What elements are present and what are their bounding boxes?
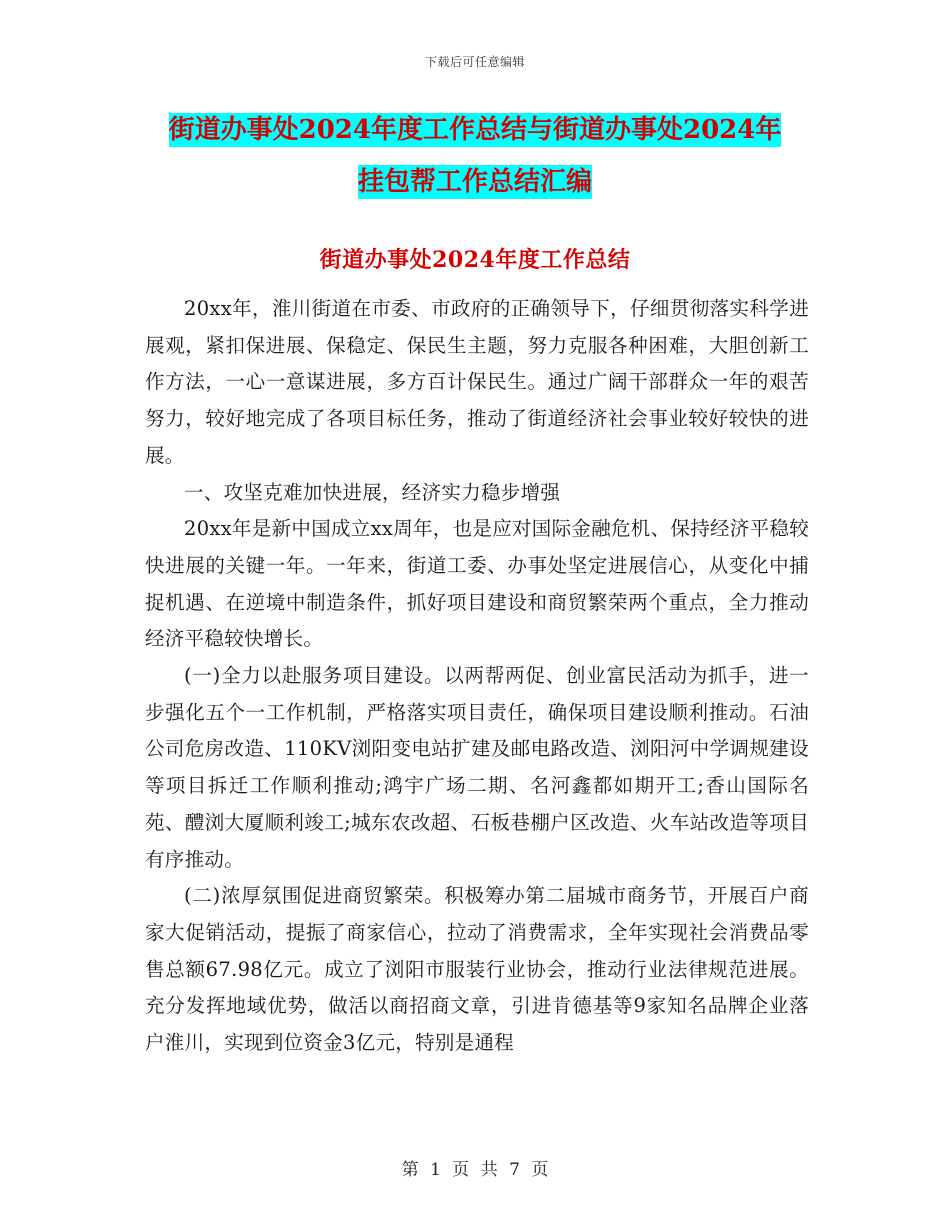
- paragraph-item-2: (二)浓厚氛围促进商贸繁荣。积极筹办第二届城市商务节，开展百户商家大促销活动，提振了商家信心，拉动了消费需求，全年实现社会消费品零售总额67.98亿元。成立了浏阳市服装行业协会，推动行业法律规范进展。充分发挥地域优势，做活以商招商文章，引进肯德基等9家知名品牌企业落户淮川，实现到位资金3亿元，特别是通程: [145, 884, 809, 1055]
- document-title: [150, 104, 800, 208]
- page-number: 第 1 页 共 7 页: [401, 1160, 549, 1180]
- paragraph-intro: 20xx年，淮川街道在市委、市政府的正确领导下，仔细贯彻落实科学进展观，紧扣保进展、保稳定、保民生主题，努力克服各种困难，大胆创新工作方法，一心一意谋进展，多方百计保民生。通过广阔干部群众一年的艰苦努力，较好地完成了各项目标任务，推动了街道经济社会事业较好较快的进展。: [145, 297, 809, 467]
- paragraph-item-1: (一)全力以赴服务项目建设。以两帮两促、创业富民活动为抓手，进一步强化五个一工作机制，严格落实项目责任，确保项目建设顺利推动。石油公司危房改造、110KV浏阳变电站扩建及邮电路改造、浏阳河中学调规建设等项目拆迁工作顺利推动;鸿宇广场二期、名河鑫都如期开工;香山国际名苑、醴浏大厦顺利竣工;城东农改超、石板巷棚户区改造、火车站改造等项目有序推动。: [145, 664, 809, 871]
- heading-section-1: 一、攻坚克难加快进展，经济实力稳步增强: [184, 480, 561, 504]
- document-body: [145, 291, 809, 1062]
- page-header-note: 下载后可任意编辑: [424, 55, 525, 69]
- paragraph-section-1: 20xx年是新中国成立xx周年，也是应对国际金融危机、保持经济平稳较快进展的关键一年。一年来，街道工委、办事处坚定进展信心，从变化中捕捉机遇、在逆境中制造条件，抓好项目建设和商贸繁荣两个重点，全力推动经济平稳较快增长。: [145, 517, 810, 651]
- section-title: 街道办事处2024年度工作总结: [319, 247, 631, 273]
- document-title-line2: 挂包帮工作总结汇编: [357, 167, 592, 197]
- document-title-line1: 街道办事处2024年度工作总结与街道办事处2024年: [168, 115, 782, 145]
